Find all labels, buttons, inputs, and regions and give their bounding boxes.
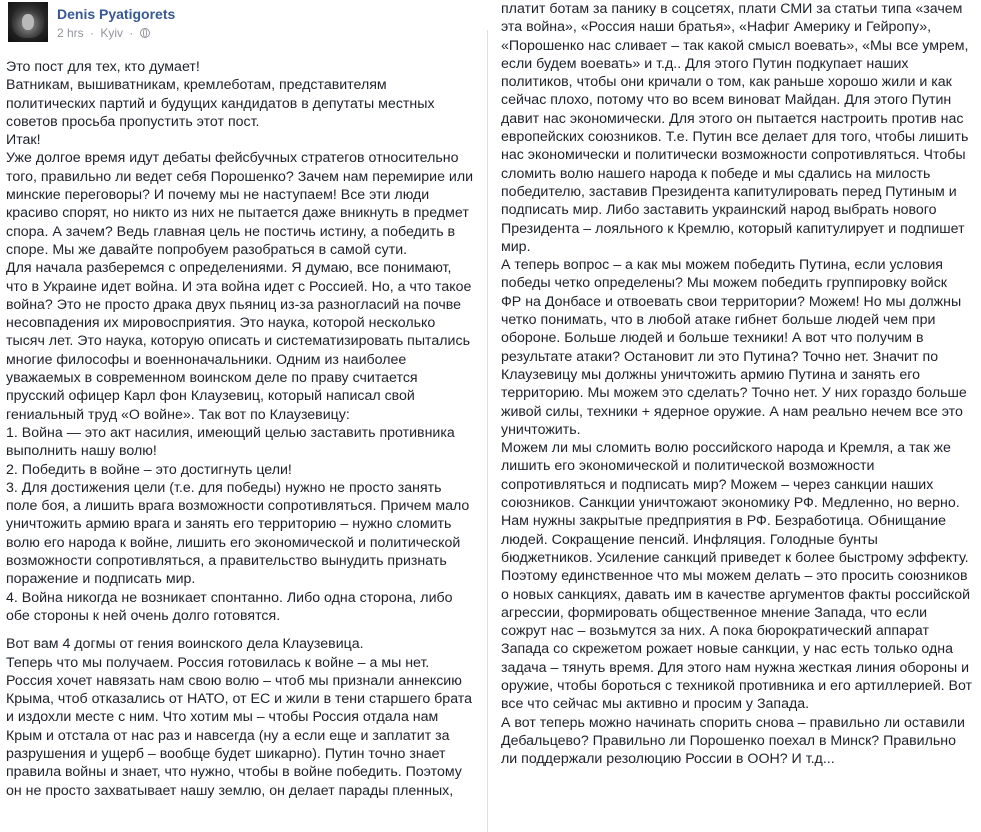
post-text-line: и издохли месте с ним. Что хотим мы – чтобы Россия отдала нам — [6, 709, 439, 726]
post-text-right-column — [501, 0, 976, 768]
post-text-line: разрушения и ущерб – вообще будет шикарно). Путин точно знает — [6, 745, 446, 762]
post-text-line: поражение и подписать мир. — [6, 571, 196, 588]
post-text-line: 4. Война никогда не возникает спонтанно. Либо одна сторона, либо — [6, 589, 453, 606]
post-text-line: правила войны и знает, что нужно, чтобы в войне победить. Поэтому — [6, 764, 462, 781]
post-text-line: уничтожить. — [501, 421, 581, 438]
post-text-line: мир. — [501, 238, 531, 255]
post-text-line: прусский офицер Карл фон Клаузевиц, который написал свой — [6, 388, 415, 405]
post-text-line: А теперь вопрос – а как мы можем победить Путина, если условия — [501, 257, 943, 274]
post-text-line: результате атаки? Остановит ли это Путина? Точно нет. Значит по — [501, 348, 939, 365]
post-text-line: политиков, чтобы они кричали о том, как раньше хорошо жили и как — [501, 74, 952, 91]
post-text-line: красиво спорят, но никто из них не пытается даже вникнуть в предмет — [6, 205, 469, 222]
author-avatar[interactable] — [8, 2, 48, 42]
post-text-line: он не просто захватывает нашу землю, он делает парады пленных, — [6, 782, 454, 799]
post-text-line: давит нас экономически. Для этого он пытается настроить против нас — [501, 110, 964, 127]
post-text-line: война? Это не просто драка двух пьяниц из-за разногласий на почве — [6, 296, 461, 313]
post-text-line: спора. А зачем? Ведь главная цель не постичь истину, а победить в — [6, 223, 456, 240]
post-text-line: гениальный труд «О войне». Так вот по Клаузевицу: — [6, 406, 350, 423]
post-text-line: А вот теперь можно начинать спорить снова – правильно ли оставили — [501, 714, 965, 731]
post-text-line: сожрут нас – возьмутся за них. А пока бюрократический аппарат — [501, 623, 929, 640]
author-name[interactable]: Denis Pyatigorets — [57, 6, 176, 22]
meta-separator: · — [129, 26, 134, 40]
post-text-line: Уже долгое время идут дебаты фейсбучных стратегов относительно — [6, 150, 459, 167]
post-text-line: территорию. Мы можем это сделать? Точно нет. У них гораздо больше — [501, 385, 967, 402]
post-text-line: Россия хочет навязать нам свою волю – чтоб мы признали аннексию — [6, 672, 462, 689]
post-text-line: эта война», «Россия наши братья», «Нафиг Америку и Гейропу», — [501, 19, 932, 36]
post-text-line: о новых санкциях, давать им в качестве аргументов факты российской — [501, 586, 971, 603]
post-text-line: платит ботам за панику в соцсетях, плати СМИ за статьи типа «зачем — [501, 1, 963, 17]
post-text-line: задача – тянуть время. Для этого нам нужна жесткая линия обороны и — [501, 659, 970, 676]
post-text-line: Клаузевицу мы должны уничтожить армию Путина и занять его — [501, 366, 920, 383]
post-text-line: Итак! — [6, 132, 41, 149]
post-text-line: ли поддержали резолюцию России в ООН? И т.д... — [501, 751, 835, 768]
post-text-line: выполнить нашу волю! — [6, 443, 157, 460]
post-text-line: сейчас плохо, потому что во всем виноват Майдан. Для этого Путин — [501, 92, 952, 109]
post-text-line: Это пост для тех, кто думает! — [6, 59, 200, 75]
post-text-line: Можем ли мы сломить волю российского народа и Кремля, а так же — [501, 440, 951, 457]
post-text-line: 2. Победить в войне – это достигнуть цели! — [6, 461, 292, 478]
post-text-line: Президента – лояльного к Кремлю, который капитулирует и подпишет — [501, 220, 965, 237]
post-text-line: многие философы и военноначальники. Одним из наиболее — [6, 351, 407, 368]
post-location[interactable]: Kyiv — [100, 26, 124, 40]
post-text-line: тысяч лет. Это наука, которую описать и систематизировать пытались — [6, 333, 470, 350]
post-text-line: нас экономически и политически возможности сопротивляться. Чтобы — [501, 147, 966, 164]
post-text-line: оружие, чтобы бороться с техникой противника и его артиллерией. Вот — [501, 677, 973, 694]
post-text-line: сломить волю нашего народа к победе и мы сдались на милость — [501, 165, 931, 182]
post-text-line: Ватникам, вышиватникам, кремлеботам, представителям — [6, 77, 387, 94]
post-text-line: несовпадения их мировосприятия. Это наука, которой несколько — [6, 315, 436, 332]
post-text-line: если будем воевать» и т.д.. Для этого Путин подкупает наших — [501, 55, 909, 72]
post-text-line: Теперь что мы получаем. Россия готовилась к войне – а мы нет. — [6, 654, 430, 671]
post-text-line: все что сейчас мы активно и просим у Запада. — [501, 696, 810, 713]
post-meta — [57, 26, 153, 40]
post-text-line: лишить его экономической и политической возможности — [501, 458, 875, 475]
post-text-line: живой силы, техники + ядерное оружие. А нам реально нечем все это — [501, 403, 963, 420]
post-text-line: обе стороны к ней очень долго готовятся. — [6, 607, 281, 624]
post-text-line: что в Украине идет война. И эта война идет с Россией. Но, а что такое — [6, 278, 472, 295]
post-text-line: людей. Сокращение пенсий. Инфляция. Голодные бунты — [501, 531, 878, 548]
post-text-line: агрессии, формировать общественное мнение Запада, что если — [501, 604, 928, 621]
post-text-line: Запада со скрежетом рожает новые санкции, у нас есть только одна — [501, 641, 954, 658]
post-text-line: союзников. Санкции уничтожают экономику РФ. Медленно, но верно. — [501, 495, 960, 512]
post-text-line: 3. Для достижения цели (т.е. для победы) нужно не просто занять — [6, 479, 442, 496]
post-text-line: уничтожить армию врага и занять его территорию – нужно сломить — [6, 516, 452, 533]
globe-icon[interactable] — [140, 28, 150, 38]
post-text-line: волю его народа к войне, лишить его экономической и политической — [6, 534, 461, 551]
post-text-line: советов просьба пропустить этот пост. — [6, 113, 260, 130]
post-text-line: бюджетников. Усиление санкций приведет к более быстрому эффекту. — [501, 549, 969, 566]
post-text-line: Дебальцево? Правильно ли Порошенко поехал в Минск? Правильно — [501, 732, 956, 749]
post-text-line: «Порошенко нас сливает – так какой смысл воевать», «Мы все умрем, — [501, 37, 969, 54]
post-text-line: Поэтому единственное что мы можем делать – это просить союзников — [501, 568, 968, 585]
meta-separator: · — [90, 26, 95, 40]
post-text-line: минские переговоры? И почему мы не наступаем! Все эти люди — [6, 187, 430, 204]
post-text-line: сопротивляться и подписать мир? Можем – через санкции наших — [501, 476, 934, 493]
post-text-line: Нам нужны закрытые предприятия в РФ. Безработица. Обнищание — [501, 513, 947, 530]
post-text-line: Крым и отстала от нас раз и навсегда (ну а если еще и заплатит за — [6, 727, 450, 744]
post-text-line: обороне. Больше людей и больше техники! А вот что получим в — [501, 330, 924, 347]
post-text-line: политических партий и будущих кандидатов в депутаты местных — [6, 95, 435, 112]
post-text-line: 1. Война — это акт насилия, имеющий целью заставить противника — [6, 424, 455, 441]
post-text-line: возможности сопротивляться, а правительство вынудить признать — [6, 553, 447, 570]
post-text-line: поле боя, а лишить врага возможности сопротивляться. Причем мало — [6, 498, 470, 515]
post-text-line: подписать мир. Либо заставить украинский народ выбрать нового — [501, 202, 937, 219]
post-text-left-column — [6, 58, 482, 800]
post-text-line: победы четко определены? Мы можем победить группировку войск — [501, 275, 947, 292]
avatar-face — [22, 14, 34, 30]
post-text-line: того, правильно ли ведет себя Порошенко? Зачем нам перемирие или — [6, 168, 474, 185]
post-text-line: ФР на Донбасе и отвоевать свои территории? Можем! Но мы должны — [501, 293, 962, 310]
post-text-line: споре. Мы же давайте попробуем разобраться в самой сути. — [6, 241, 408, 258]
post-text-line: победителю, заставив Президента капитулировать перед Путиным и — [501, 183, 957, 200]
column-divider — [487, 30, 488, 832]
post-text-line: Для начала разберемся с определениями. Я думаю, все понимают, — [6, 260, 452, 277]
post-text-line: Вот вам 4 догмы от гения воинского дела Клаузевица. — [6, 636, 364, 653]
post-text-line: европейских союзников. Т.е. Путин все делает для того, чтобы лишить — [501, 129, 969, 146]
post-text-line: Крыма, чтоб отказались от НАТО, от ЕС и жили в тени старшего брата — [6, 691, 472, 708]
post-text-line: уважаемых в современном воинском деле по праву считается — [6, 370, 418, 387]
post-text-line: четко понимать, что в любой атаке гибнет больше людей чем при — [501, 312, 936, 329]
post-time[interactable]: 2 hrs — [57, 26, 84, 40]
